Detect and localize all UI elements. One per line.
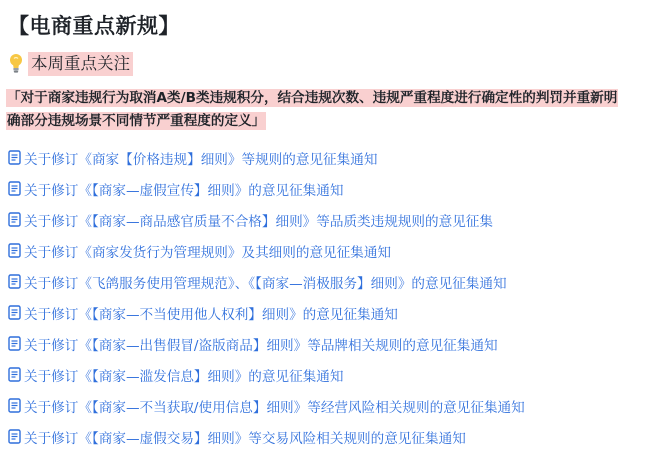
notice-link-text[interactable]: 关于修订《飞鸽服务使用管理规范》、《【商家—消极服务】细则》的意见征集通知 <box>24 275 507 292</box>
notice-link[interactable] <box>8 204 525 235</box>
page-title: 【电商重点新规】 <box>8 14 180 38</box>
notice-link[interactable] <box>8 390 525 421</box>
notice-link-text[interactable]: 关于修订《【商家—滥发信息】细则》的意见征集通知 <box>24 368 344 385</box>
notice-link[interactable] <box>8 173 525 204</box>
notice-link-text[interactable]: 关于修订《【商家—不当使用他人权利】细则》的意见征集通知 <box>24 306 398 323</box>
doc-icon <box>8 305 21 320</box>
doc-icon <box>8 274 21 289</box>
notice-link-text[interactable]: 关于修订《【商家—虚假交易】细则》等交易风险相关规则的意见征集通知 <box>24 430 466 447</box>
doc-icon <box>8 212 21 227</box>
doc-icon <box>8 429 21 444</box>
weekly-focus-label: 本周重点关注 <box>28 52 133 76</box>
notice-link[interactable] <box>8 142 525 173</box>
notice-link-text[interactable]: 关于修订《【商家—不当获取/使用信息】细则》等经营风险相关规则的意见征集通知 <box>24 399 525 416</box>
notice-link[interactable] <box>8 235 525 266</box>
doc-icon <box>8 181 21 196</box>
notice-link[interactable] <box>8 266 525 297</box>
highlight-quote <box>6 87 628 133</box>
doc-icon <box>8 398 21 413</box>
doc-icon <box>8 150 21 165</box>
notice-link-text[interactable]: 关于修订《【商家—虚假宣传】细则》的意见征集通知 <box>24 182 344 199</box>
doc-icon <box>8 243 21 258</box>
notice-link[interactable] <box>8 359 525 390</box>
weekly-focus-heading <box>8 52 133 76</box>
doc-icon <box>8 367 21 382</box>
highlight-quote-text: 「对于商家违规行为取消A类/B类违规积分，结合违规次数、违规严重程度进行确定性的判罚并重新明确部分违规场景不同情节严重程度的定义」 <box>7 90 618 129</box>
notice-link[interactable] <box>8 297 525 328</box>
doc-icon <box>8 336 21 351</box>
notice-link-list <box>8 142 525 452</box>
lightbulb-icon <box>8 53 24 75</box>
notice-link[interactable] <box>8 421 525 452</box>
notice-link-text[interactable]: 关于修订《商家【价格违规】细则》等规则的意见征集通知 <box>24 151 378 168</box>
notice-link[interactable] <box>8 328 525 359</box>
notice-link-text[interactable]: 关于修订《商家发货行为管理规则》及其细则的意见征集通知 <box>24 244 392 261</box>
notice-link-text[interactable]: 关于修订《【商家—出售假冒/盗版商品】细则》等品牌相关规则的意见征集通知 <box>24 337 498 354</box>
notice-link-text[interactable]: 关于修订《【商家—商品感官质量不合格】细则》等品质类违规规则的意见征集 <box>24 213 493 230</box>
